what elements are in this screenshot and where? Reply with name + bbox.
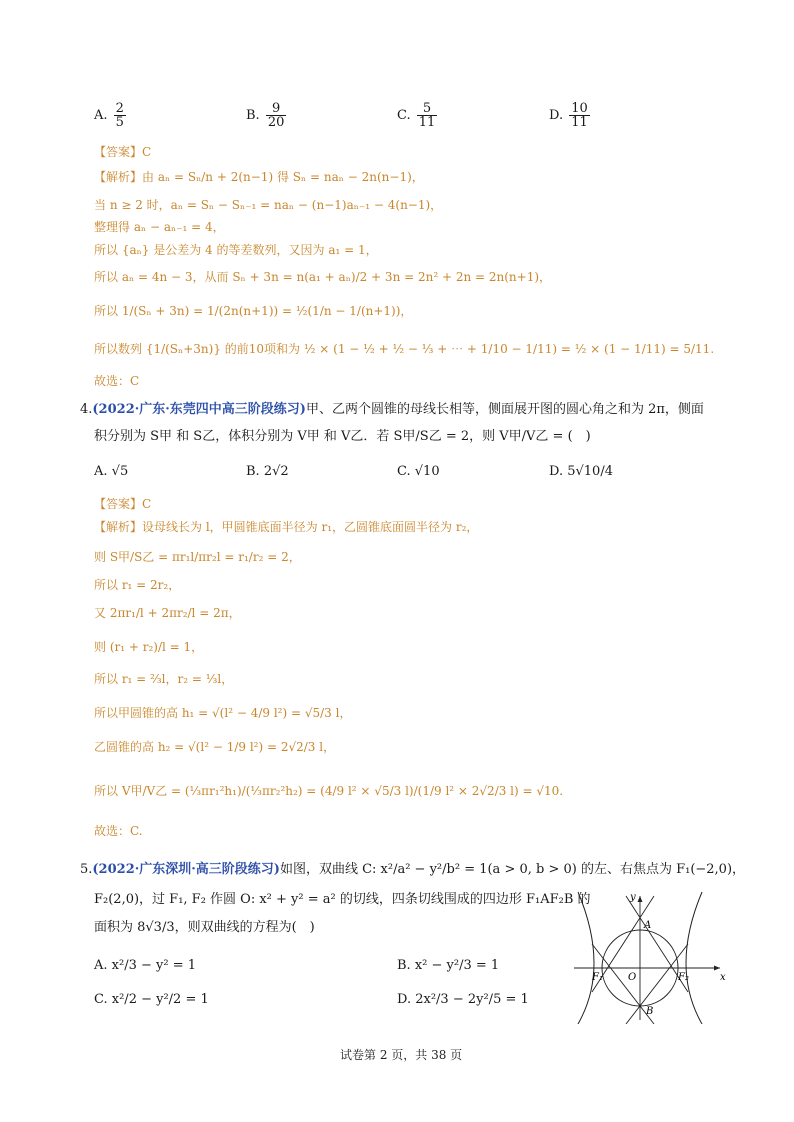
q5-number: 5. xyxy=(80,862,93,877)
q5-option-d: D. 2x²/3 − 2y²/5 = 1 xyxy=(397,992,529,1007)
q4-solution-line: 则 S甲/S乙 = πr₁l/πr₂l = r₁/r₂ = 2， xyxy=(94,550,301,564)
q4-solution-line: 所以甲圆锥的高 h₁ = √(l² − 4/9 l²) = √5/3 l， xyxy=(94,706,352,720)
q4-option-d: D. 5√10/4 xyxy=(549,464,613,479)
q4-answer: 【答案】C xyxy=(94,497,152,511)
q4-solution-line: 乙圆锥的高 h₂ = √(l² − 1/9 l²) = 2√2/3 l， xyxy=(94,740,336,754)
q4-solution-line: 所以 r₁ = 2r₂， xyxy=(94,578,181,592)
tangent-line xyxy=(592,944,654,1024)
q5-stem-line2: F₂(2,0)，过 F₁, F₂ 作圆 O: x² + y² = a² 的切线，四条切线围成的四边形 F₁AF₂B 的 xyxy=(94,892,591,907)
q3-solution-line: 【解析】由 aₙ = Sₙ/n + 2(n−1) 得 Sₙ = naₙ − 2n(n−1)， xyxy=(94,170,424,184)
q3-option-d: D. $\frac{10}{11}$ xyxy=(549,101,588,130)
hyperbola-right-branch xyxy=(686,892,702,1024)
q4-option-b: B. 2√2 xyxy=(246,464,289,479)
tangent-line xyxy=(626,944,688,1024)
x-axis-arrow xyxy=(714,966,720,971)
label-a: A xyxy=(644,920,652,931)
q5-source: (2022·广东深圳·高三阶段练习) xyxy=(92,862,280,877)
page-footer: 试卷第 2 页，共 38 页 xyxy=(340,1048,463,1062)
q4-solution-line: 又 2πr₁/l + 2πr₂/l = 2π， xyxy=(94,606,241,620)
q3-option-c: C. $\frac{5}{11}$ xyxy=(397,101,436,130)
hyperbola-figure xyxy=(570,888,730,1024)
q3-solution-line: 所以 aₙ = 4n − 3，从而 Sₙ + 3n = n(a₁ + aₙ)/2 + 3n = 2n² + 2n = 2n(n+1)， xyxy=(94,270,552,284)
q4-stem-line2: 积分别为 S甲 和 S乙，体积分别为 V甲 和 V乙．若 S甲/S乙 = 2，则 V甲/V乙 = ( ) xyxy=(94,429,591,444)
label-x: x xyxy=(720,972,726,983)
label-y: y xyxy=(630,892,636,903)
q5-option-b: B. x² − y²/3 = 1 xyxy=(397,958,500,973)
q5-option-c: C. x²/2 − y²/2 = 1 xyxy=(94,992,209,1007)
q4-option-a: A. √5 xyxy=(94,464,129,479)
q5-option-a: A. x²/3 − y² = 1 xyxy=(94,958,197,973)
q5-stem-line1: 5.(2022·广东深圳·高三阶段练习)如图，双曲线 C: x²/a² − y²/b² = 1(a > 0, b > 0) 的左、右焦点为 F₁(−2,0)， xyxy=(80,862,746,877)
label-b: B xyxy=(646,1006,654,1017)
q3-solution-line: 故选：C xyxy=(94,374,140,388)
q3-solution-line: 整理得 aₙ − aₙ₋₁ = 4， xyxy=(94,220,225,234)
q4-solution-line: 所以 V甲/V乙 = (⅓πr₁²h₁)/(⅓πr₂²h₂) = (4/9 l² × √5/3 l)/(1/9 l² × 2√2/3 l) = √10. xyxy=(94,784,564,798)
q3-solution-line: 所以数列 {1/(Sₙ+3n)} 的前10项和为 ½ × (1 − ½ + ½ − ⅓ + ⋯ + 1/10 − 1/11) = ½ × (1 − 1/11) = 5/11. xyxy=(94,342,715,356)
y-axis-arrow xyxy=(638,896,643,902)
q4-solution-line: 故选：C. xyxy=(94,824,143,838)
q4-solution-line: 【解析】设母线长为 l，甲圆锥底面半径为 r₁，乙圆锥底面圆半径为 r₂， xyxy=(94,520,479,534)
q4-number: 4. xyxy=(80,402,93,417)
q4-option-c: C. √10 xyxy=(397,464,440,479)
q3-answer: 【答案】C xyxy=(94,145,152,159)
q4-solution-line: 所以 r₁ = ⅔l，r₂ = ⅓l， xyxy=(94,672,234,686)
q5-stem-line3: 面积为 8√3/3，则双曲线的方程为( ) xyxy=(94,920,315,935)
label-o: O xyxy=(628,972,637,983)
q3-solution-line: 所以 1/(Sₙ + 3n) = 1/(2n(n+1)) = ½(1/n − 1/(n+1))， xyxy=(94,304,413,318)
q3-solution-line: 当 n ≥ 2 时，aₙ = Sₙ − Sₙ₋₁ = naₙ − (n−1)aₙ₋₁ − 4(n−1)， xyxy=(94,198,443,212)
label-f1: F₁ xyxy=(592,972,603,983)
q4-source: (2022·广东·东莞四中高三阶段练习) xyxy=(92,402,306,417)
q3-solution-line: 所以 {aₙ} 是公差为 4 的等差数列，又因为 a₁ = 1， xyxy=(94,243,378,257)
label-f2: F₂ xyxy=(678,972,689,983)
q3-option-a: A. $\frac{2}{5}$ xyxy=(94,101,124,130)
q4-stem-line1: 4.(2022·广东·东莞四中高三阶段练习)甲、乙两个圆锥的母线长相等，侧面展开图的圆心角之和为 2π，侧面 xyxy=(80,402,704,417)
q4-solution-line: 则 (r₁ + r₂)/l = 1， xyxy=(94,640,204,654)
hyperbola-left-branch xyxy=(578,892,594,1024)
q3-option-b: B. $\frac{9}{20}$ xyxy=(246,101,285,130)
